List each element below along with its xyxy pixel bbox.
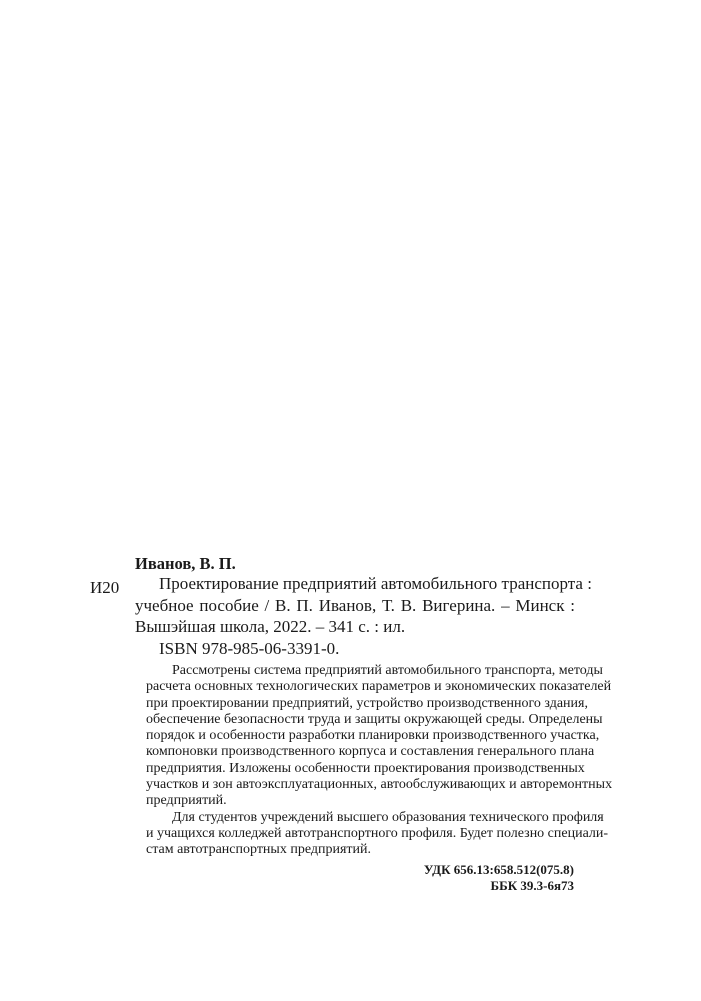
annotation-line: расчета основных технологических параметров и экономических показателей: [146, 679, 612, 695]
annotation-line: при проектировании предприятий, устройство производственного здания,: [146, 695, 588, 711]
bibliographic-description: [135, 573, 592, 659]
annotation-line: предприятия. Изложены особенности проектирования производственных: [146, 760, 585, 776]
title-line: Проектирование предприятий автомобильного транспорта :: [159, 574, 592, 593]
classification-codes: [424, 862, 574, 894]
title-line: учебное пособие / В. П. Иванов, Т. В. Вигерина. – Минск :: [135, 595, 575, 615]
annotation-line: участков и зон автоэксплуатационных, автообслуживающих и авторемонтных: [146, 777, 613, 793]
annotation-line: стам автотранспортных предприятий.: [146, 842, 372, 858]
author-cipher: И20: [90, 578, 120, 597]
annotation-line: обеспечение безопасности труда и защиты окружающей среды. Определены: [146, 711, 603, 727]
udk-code: УДК 656.13:658.512(075.8): [423, 862, 574, 877]
annotation-line: Рассмотрены система предприятий автомобильного транспорта, методы: [172, 663, 603, 678]
annotation-line: компоновки производственного корпуса и составления генерального плана: [146, 744, 595, 760]
annotation-line: предприятий.: [146, 793, 227, 809]
annotation-line: и учащихся колледжей автотранспортного профиля. Будет полезно специали-: [146, 825, 609, 841]
annotation-line: порядок и особенности разработки планировки производственного участка,: [146, 728, 600, 744]
annotation: [146, 663, 613, 859]
annotation-line: Для студентов учреждений высшего образования технического профиля: [172, 809, 604, 825]
author-heading: Иванов, В. П.: [135, 554, 236, 573]
title-line: Вышэйшая школа, 2022. – 341 с. : ил.: [135, 617, 406, 636]
bbk-code: ББК 39.3-6я73: [490, 878, 574, 893]
isbn: ISBN 978-985-06-3391-0.: [159, 638, 340, 658]
